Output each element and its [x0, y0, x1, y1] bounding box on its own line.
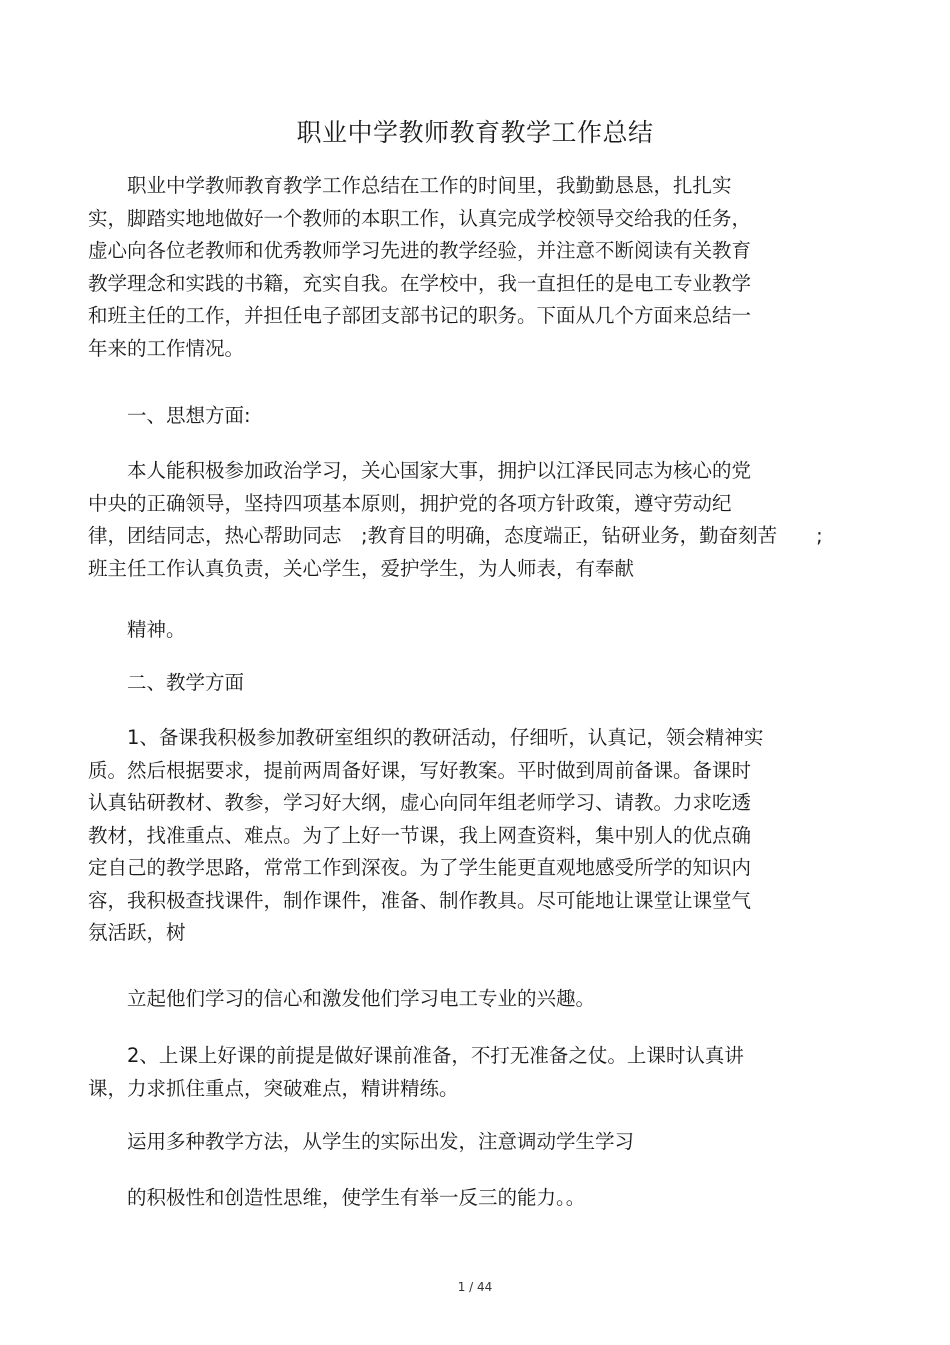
text-line: 容，我积极查找课件，制作课件，准备、制作教具。尽可能地让课堂让课堂气	[88, 888, 752, 912]
paragraph-methods	[88, 1126, 818, 1159]
text-line: 质。然后根据要求，提前两周备好课，写好教案。平时做到周前备课。备课时	[88, 758, 752, 782]
paragraph-preparation	[88, 722, 818, 950]
text-line: 氛活跃，树	[88, 921, 186, 944]
text-line: 和班主任的工作，并担任电子部团支部书记的职务。下面从几个方面来总结一	[88, 304, 752, 327]
text-line: 课，力求抓住重点，突破难点，精讲精练。	[88, 1076, 459, 1100]
text-line: 的积极性和创造性思维，使学生有举一反三的能力。。	[88, 1186, 586, 1209]
text-line: 中央的正确领导，坚持四项基本原则，拥护党的各项方针政策，遵守劳动纪	[88, 491, 732, 515]
text-line: 本人能积极参加政治学习，关心国家大事，拥护以江泽民同志为核心的党	[88, 459, 752, 482]
text-line: 班主任工作认真负责，关心学生，爱护学生，为人师表，有奉献	[88, 556, 635, 580]
text-line: 二、教学方面	[88, 671, 245, 694]
paragraph-intro	[88, 170, 818, 365]
text-line: 立起他们学习的信心和激发他们学习电工专业的兴趣。	[88, 987, 596, 1010]
paragraph-creativity	[88, 1182, 818, 1215]
text-line: 精神。	[88, 618, 186, 641]
text-line: 定自己的教学思路，常常工作到深夜。为了学生能更直观地感受所学的知识内	[88, 856, 752, 879]
text-line: 教材，找准重点、难点。为了上好一节课，我上网查资料，集中别人的优点确	[88, 823, 752, 847]
text-line: 教学理念和实践的书籍，充实自我。在学校中，我一直担任的是电工专业教学	[88, 271, 752, 295]
paragraph-thought	[88, 455, 823, 585]
text-line: 认真钻研教材、教参，学习好大纲，虚心向同年组老师学习、请教。力求吃透	[88, 791, 752, 814]
text-line: 虚心向各位老教师和优秀教师学习先进的教学经验，并注意不断阅读有关教育	[88, 239, 752, 262]
section-heading-thought	[88, 400, 818, 433]
text-line: 2、上课上好课的前提是做好课前准备，不打无准备之仗。上课时认真讲	[88, 1044, 744, 1067]
paragraph-lecture	[88, 1040, 818, 1105]
document-title: 职业中学教师教育教学工作总结	[296, 118, 654, 147]
text-line: 运用多种教学方法，从学生的实际出发，注意调动学生学习	[88, 1130, 635, 1153]
page-number: 1 / 44	[457, 1280, 493, 1294]
text-line: 实，脚踏实地地做好一个教师的本职工作，认真完成学校领导交给我的任务，	[88, 206, 752, 230]
paragraph-spirit	[88, 614, 818, 647]
text-line: 年来的工作情况。	[88, 336, 245, 360]
paragraph-interest	[88, 983, 818, 1016]
text-line: 律，团结同志，热心帮助同志 ;教育目的明确，态度端正，钻研业务，勤奋刻苦 ;	[88, 524, 823, 547]
text-line: 职业中学教师教育教学工作总结在工作的时间里，我勤勤恳恳，扎扎实	[88, 174, 732, 197]
section-heading-teaching	[88, 667, 818, 700]
text-line: 一、思想方面:	[88, 404, 251, 427]
text-line: 1、备课我积极参加教研室组织的教研活动，仔细听，认真记，领会精神实	[88, 726, 764, 749]
